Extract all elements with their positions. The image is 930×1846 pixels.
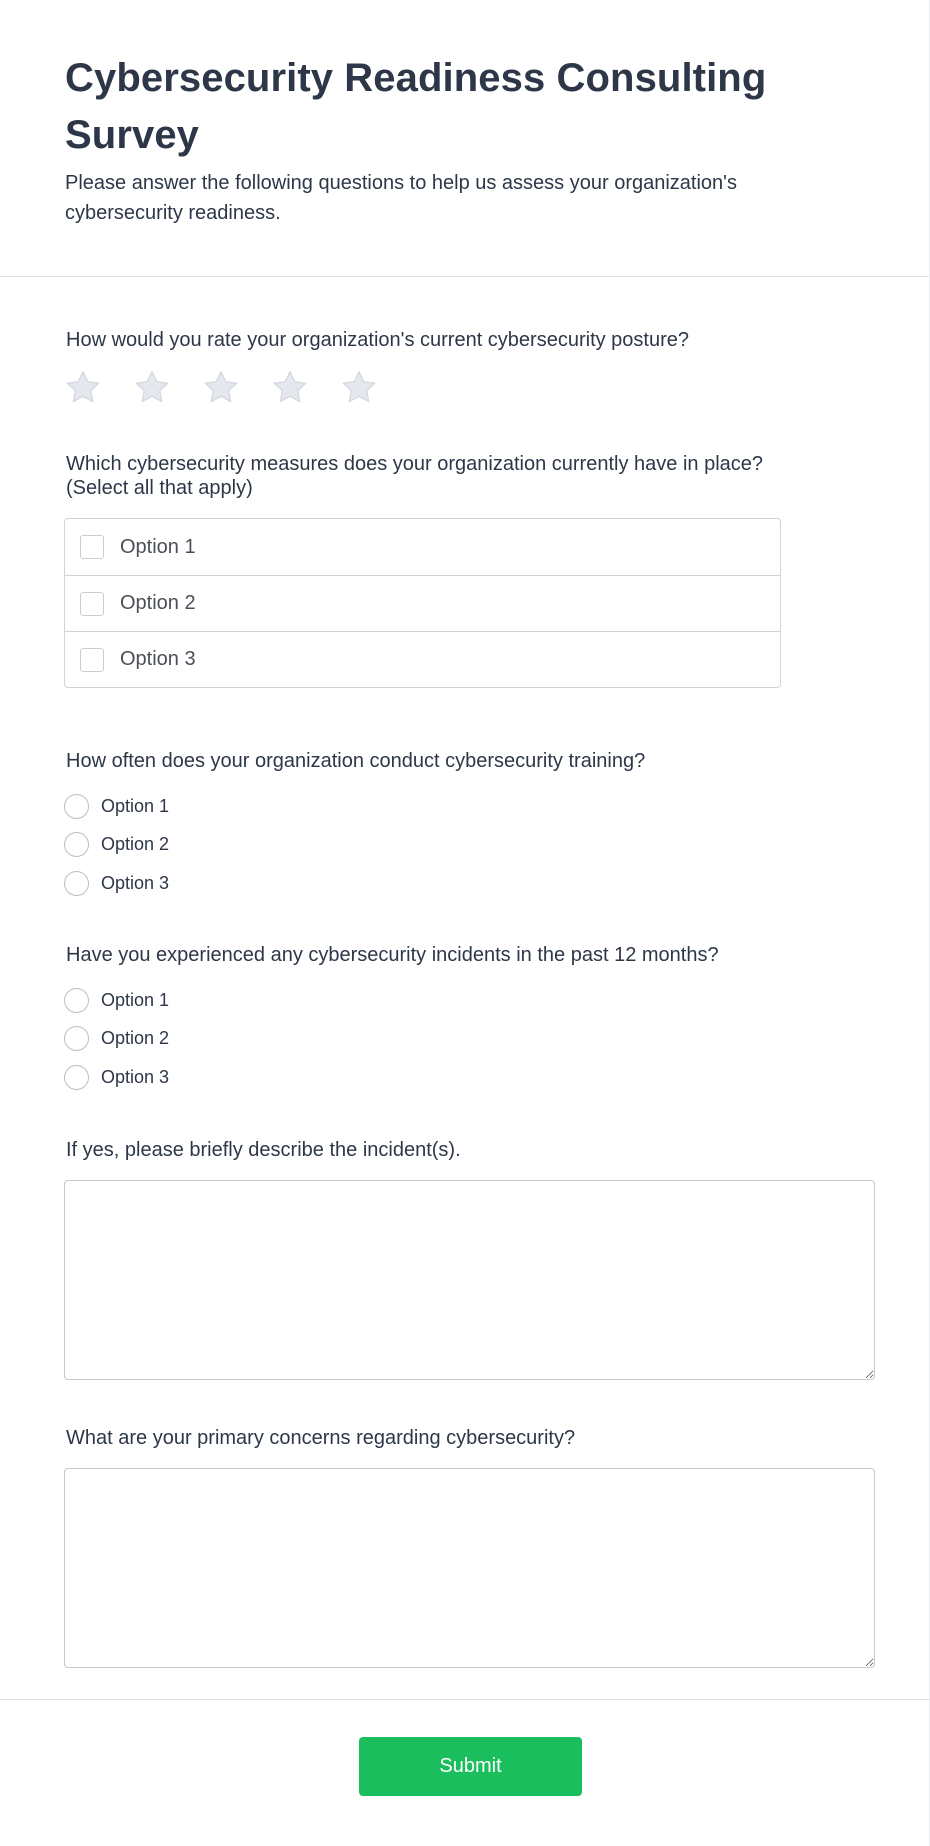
radio-icon[interactable]: [64, 871, 89, 896]
survey-header: [0, 0, 929, 277]
question-primary-concerns-label: What are your primary concerns regarding cybersecurity?: [66, 1427, 576, 1449]
question-measures-label-line2: (Select all that apply): [66, 477, 253, 499]
checkbox-label: Option 2: [120, 592, 196, 614]
radio-option-2[interactable]: [64, 826, 169, 865]
star-icon[interactable]: [202, 369, 240, 406]
submit-button[interactable]: Submit: [359, 1737, 582, 1796]
radio-icon[interactable]: [64, 1065, 89, 1090]
question-measures-label: [66, 452, 763, 500]
star-icon[interactable]: [64, 369, 102, 406]
radio-option-1[interactable]: [64, 981, 169, 1020]
star-icon[interactable]: [340, 369, 378, 406]
star-icon[interactable]: [271, 369, 309, 406]
checkbox-option-2[interactable]: [65, 575, 780, 631]
footer-divider: [0, 1699, 930, 1700]
radio-option-2[interactable]: [64, 1020, 169, 1059]
question-posture-rating-label: How would you rate your organization's current cybersecurity posture?: [66, 329, 690, 351]
checkbox-icon[interactable]: [80, 535, 104, 559]
checkbox-label: Option 3: [120, 648, 196, 670]
rating-stars: [64, 369, 378, 406]
radio-icon[interactable]: [64, 988, 89, 1013]
radio-label: Option 1: [101, 795, 170, 816]
checkbox-option-3[interactable]: [65, 631, 780, 687]
training-frequency-radio-group: [64, 787, 169, 903]
page-title: Cybersecurity Readiness Consulting Survey: [65, 56, 767, 157]
radio-icon[interactable]: [64, 794, 89, 819]
radio-label: Option 2: [101, 834, 170, 855]
radio-label: Option 3: [101, 1066, 170, 1087]
question-training-frequency-label: How often does your organization conduct cybersecurity training?: [66, 750, 646, 772]
primary-concerns-textarea[interactable]: [64, 1468, 875, 1668]
incident-description-textarea[interactable]: [64, 1180, 875, 1380]
question-incidents-label: Have you experienced any cybersecurity incidents in the past 12 months?: [66, 944, 719, 966]
radio-option-1[interactable]: [64, 787, 169, 826]
question-incident-description-label: If yes, please briefly describe the incident(s).: [66, 1139, 461, 1161]
question-measures-label-line1: Which cybersecurity measures does your organization currently have in place?: [66, 453, 764, 475]
radio-label: Option 1: [101, 989, 170, 1010]
incidents-radio-group: [64, 981, 169, 1097]
radio-option-3[interactable]: [64, 864, 169, 903]
radio-option-3[interactable]: [64, 1058, 169, 1097]
radio-icon[interactable]: [64, 832, 89, 857]
checkbox-icon[interactable]: [80, 592, 104, 616]
page-description: Please answer the following questions to help us assess your organization's cybersecurity readiness.: [65, 172, 737, 224]
checkbox-option-1[interactable]: [65, 519, 780, 575]
radio-label: Option 2: [101, 1028, 170, 1049]
star-icon[interactable]: [133, 369, 171, 406]
checkbox-label: Option 1: [120, 535, 196, 558]
checkbox-icon[interactable]: [80, 648, 104, 672]
measures-checkbox-group: [64, 518, 781, 688]
radio-label: Option 3: [101, 872, 170, 893]
radio-icon[interactable]: [64, 1026, 89, 1051]
